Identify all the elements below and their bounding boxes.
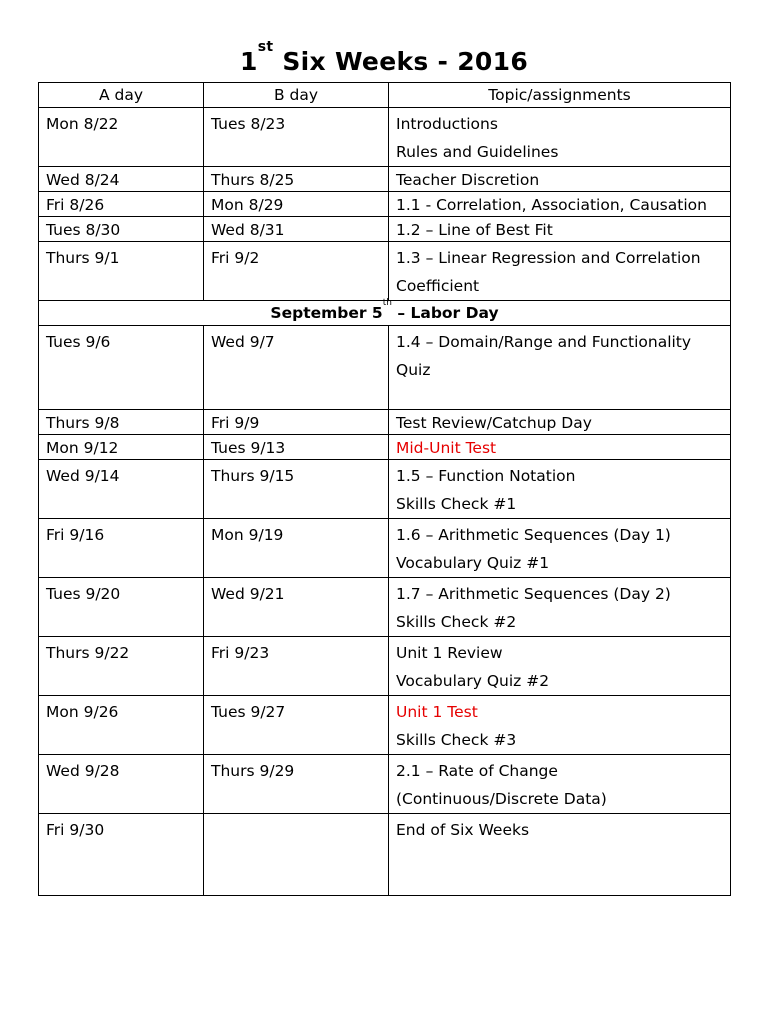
table-row: [39, 814, 731, 896]
topic-cell: [389, 326, 731, 410]
holiday-date: September 5: [270, 304, 383, 322]
table-row: [39, 326, 731, 410]
table-row: [39, 192, 731, 217]
title-text: Six Weeks - 2016: [282, 47, 529, 76]
topic-line: Quiz: [396, 361, 431, 379]
title-ordinal: 1: [239, 47, 258, 76]
header-topic: Topic/assignments: [389, 83, 731, 108]
schedule-table: [38, 82, 731, 896]
topic-cell: [389, 435, 731, 460]
page-title: [0, 39, 768, 80]
a-day-cell: Mon 9/12: [39, 435, 204, 460]
a-day-cell: Tues 9/6: [39, 326, 204, 410]
b-day-cell: Wed 9/7: [204, 326, 389, 410]
header-a-day: A day: [39, 83, 204, 108]
b-day-cell: Tues 9/27: [204, 696, 389, 755]
b-day-cell: Fri 9/9: [204, 410, 389, 435]
topic-cell: [389, 167, 731, 192]
holiday-cell: [39, 298, 731, 326]
holiday-name: – Labor Day: [391, 304, 499, 322]
topic-line: Vocabulary Quiz #2: [396, 672, 550, 690]
b-day-cell: Tues 9/13: [204, 435, 389, 460]
table-row: [39, 637, 731, 696]
a-day-cell: Thurs 9/1: [39, 242, 204, 301]
topic-cell: [389, 108, 731, 167]
a-day-cell: Wed 9/14: [39, 460, 204, 519]
b-day-cell: Wed 8/31: [204, 217, 389, 242]
a-day-cell: Tues 9/20: [39, 578, 204, 637]
topic-line: Test Review/Catchup Day: [396, 414, 592, 432]
topic-line: Skills Check #1: [396, 495, 517, 513]
table-row: [39, 435, 731, 460]
table-row: [39, 578, 731, 637]
table-row: [39, 217, 731, 242]
topic-line: Skills Check #3: [396, 731, 517, 749]
topic-line-test: Unit 1 Test: [396, 703, 478, 721]
topic-cell: [389, 217, 731, 242]
topic-line: 1.5 – Function Notation: [396, 467, 576, 485]
a-day-cell: Wed 8/24: [39, 167, 204, 192]
a-day-cell: Wed 9/28: [39, 755, 204, 814]
topic-line: Introductions: [396, 115, 498, 133]
b-day-cell: Wed 9/21: [204, 578, 389, 637]
topic-cell: [389, 637, 731, 696]
topic-line: 1.4 – Domain/Range and Functionality: [396, 333, 692, 351]
a-day-cell: Mon 9/26: [39, 696, 204, 755]
table-row: [39, 696, 731, 755]
topic-line: End of Six Weeks: [396, 821, 530, 839]
table-row: [39, 460, 731, 519]
holiday-date-suffix: th: [382, 298, 392, 308]
topic-cell: [389, 578, 731, 637]
topic-line: 1.6 – Arithmetic Sequences (Day 1): [396, 526, 671, 544]
topic-cell: [389, 755, 731, 814]
b-day-cell: Tues 8/23: [204, 108, 389, 167]
header-row: [39, 83, 731, 108]
topic-line: 1.3 – Linear Regression and Correlation: [396, 249, 701, 267]
b-day-cell: Fri 9/23: [204, 637, 389, 696]
topic-line: Teacher Discretion: [396, 171, 540, 189]
topic-line: Skills Check #2: [396, 613, 517, 631]
topic-line: 1.2 – Line of Best Fit: [396, 221, 553, 239]
topic-line: 1.1 - Correlation, Association, Causation: [396, 196, 707, 214]
topic-line: Unit 1 Review: [396, 644, 503, 662]
b-day-cell: [204, 814, 389, 896]
b-day-cell: Thurs 8/25: [204, 167, 389, 192]
table-row: [39, 242, 731, 301]
topic-line: Coefficient: [396, 277, 480, 295]
holiday-row: [39, 301, 731, 326]
a-day-cell: Fri 9/16: [39, 519, 204, 578]
table-row: [39, 755, 731, 814]
topic-line: 2.1 – Rate of Change: [396, 762, 558, 780]
topic-line: (Continuous/Discrete Data): [396, 790, 607, 808]
a-day-cell: Fri 9/30: [39, 814, 204, 896]
topic-line: 1.7 – Arithmetic Sequences (Day 2): [396, 585, 671, 603]
topic-cell: [389, 814, 731, 896]
table-row: [39, 108, 731, 167]
topic-cell: [389, 519, 731, 578]
topic-cell: [389, 242, 731, 301]
topic-line-test: Mid-Unit Test: [396, 439, 497, 457]
table-row: [39, 167, 731, 192]
title-ordinal-suffix: st: [257, 39, 274, 55]
topic-cell: [389, 192, 731, 217]
a-day-cell: Tues 8/30: [39, 217, 204, 242]
header-b-day: B day: [204, 83, 389, 108]
b-day-cell: Fri 9/2: [204, 242, 389, 301]
b-day-cell: Mon 9/19: [204, 519, 389, 578]
topic-cell: [389, 410, 731, 435]
table-row: [39, 410, 731, 435]
a-day-cell: Mon 8/22: [39, 108, 204, 167]
a-day-cell: Thurs 9/22: [39, 637, 204, 696]
topic-cell: [389, 696, 731, 755]
a-day-cell: Thurs 9/8: [39, 410, 204, 435]
b-day-cell: Mon 8/29: [204, 192, 389, 217]
topic-line: Vocabulary Quiz #1: [396, 554, 550, 572]
topic-line: Rules and Guidelines: [396, 143, 559, 161]
topic-cell: [389, 460, 731, 519]
b-day-cell: Thurs 9/29: [204, 755, 389, 814]
table-row: [39, 519, 731, 578]
b-day-cell: Thurs 9/15: [204, 460, 389, 519]
a-day-cell: Fri 8/26: [39, 192, 204, 217]
